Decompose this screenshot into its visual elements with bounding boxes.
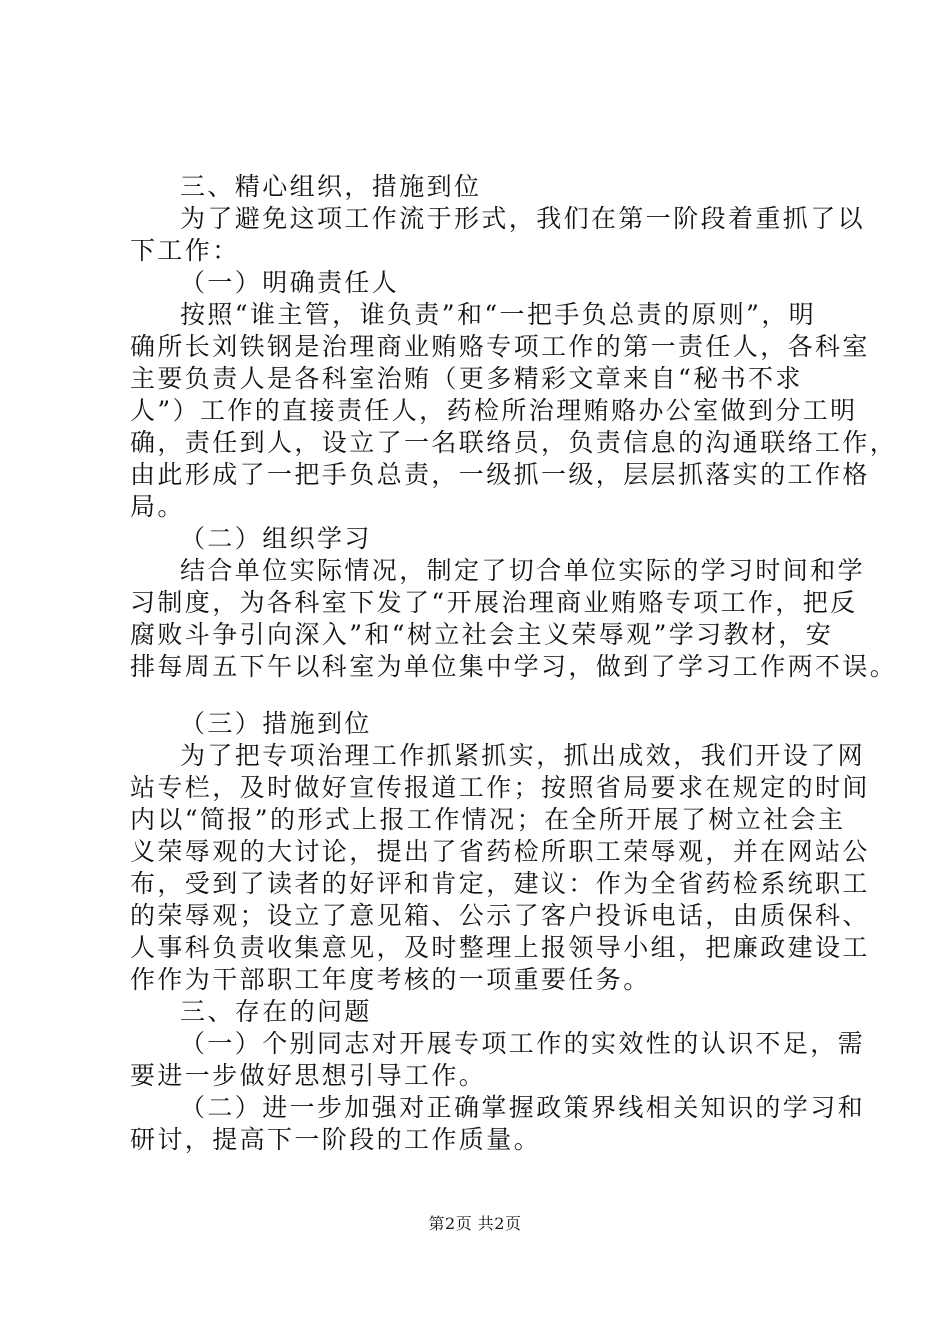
paragraph-line: 为了避免这项工作流于形式，我们在第一阶段着重抓了以 (180, 204, 866, 233)
paragraph-line: 确所长刘铁钢是治理商业贿赂专项工作的第一责任人，各科室 (130, 332, 870, 361)
paragraph-line: 为了把专项治理工作抓紧抓实，抓出成效，我们开设了网 (180, 741, 866, 770)
paragraph-line: 站专栏，及时做好宣传报道工作；按照省局要求在规定的时间 (130, 773, 870, 802)
paragraph-line: 由此形成了一把手负总责，一级抓一级，层层抓落实的工作格 (130, 460, 870, 489)
paragraph-line: 排每周五下午以科室为单位集中学习，做到了学习工作两不误。 (130, 652, 898, 681)
paragraph-line: 下工作： (130, 236, 240, 265)
paragraph-line: 内以“简报”的形式上报工作情况；在全所开展了树立社会主 (130, 805, 846, 834)
paragraph-line: （一）个别同志对开展专项工作的实效性的认识不足，需 (180, 1029, 866, 1058)
paragraph-line: 研讨，提高下一阶段的工作质量。 (130, 1125, 542, 1154)
subsection-heading: （二）组织学习 (180, 524, 372, 553)
section-heading: 三、精心组织，措施到位 (180, 172, 482, 201)
paragraph-line: 习制度，为各科室下发了“开展治理商业贿赂专项工作，把反 (130, 588, 858, 617)
subsection-heading: （一）明确责任人 (180, 268, 400, 297)
section-heading: 三、存在的问题 (180, 997, 372, 1026)
paragraph-line: 要进一步做好思想引导工作。 (130, 1061, 487, 1090)
paragraph-line: 的荣辱观；设立了意见箱、公示了客户投诉电话，由质保科、 (130, 901, 870, 930)
paragraph-line: 作作为干部职工年度考核的一项重要任务。 (130, 965, 651, 994)
paragraph-line: 腐败斗争引向深入”和“树立社会主义荣辱观”学习教材，安 (130, 620, 834, 649)
paragraph-line: 人事科负责收集意见，及时整理上报领导小组，把廉政建设工 (130, 933, 870, 962)
paragraph-line: 按照“谁主管，谁负责”和“一把手负总责的原则”，明 (180, 300, 817, 329)
paragraph-line: 结合单位实际情况，制定了切合单位实际的学习时间和学 (180, 556, 866, 585)
paragraph-line: 人”）工作的直接责任人，药检所治理贿赂办公室做到分工明 (130, 396, 858, 425)
paragraph-line: 确，责任到人，设立了一名联络员，负责信息的沟通联络工作， (130, 428, 898, 457)
paragraph-line: 局。 (130, 492, 185, 521)
paragraph-line: （二）进一步加强对正确掌握政策界线相关知识的学习和 (180, 1093, 866, 1122)
subsection-heading: （三）措施到位 (180, 709, 372, 738)
paragraph-line: 义荣辱观的大讨论，提出了省药检所职工荣辱观，并在网站公 (130, 837, 870, 866)
paragraph-line: 主要负责人是各科室治贿（更多精彩文章来自“秘书不求 (130, 364, 803, 393)
paragraph-line: 布，受到了读者的好评和肯定，建议：作为全省药检系统职工 (130, 869, 870, 898)
page-number-footer: 第2页 共2页 (428, 1214, 522, 1233)
